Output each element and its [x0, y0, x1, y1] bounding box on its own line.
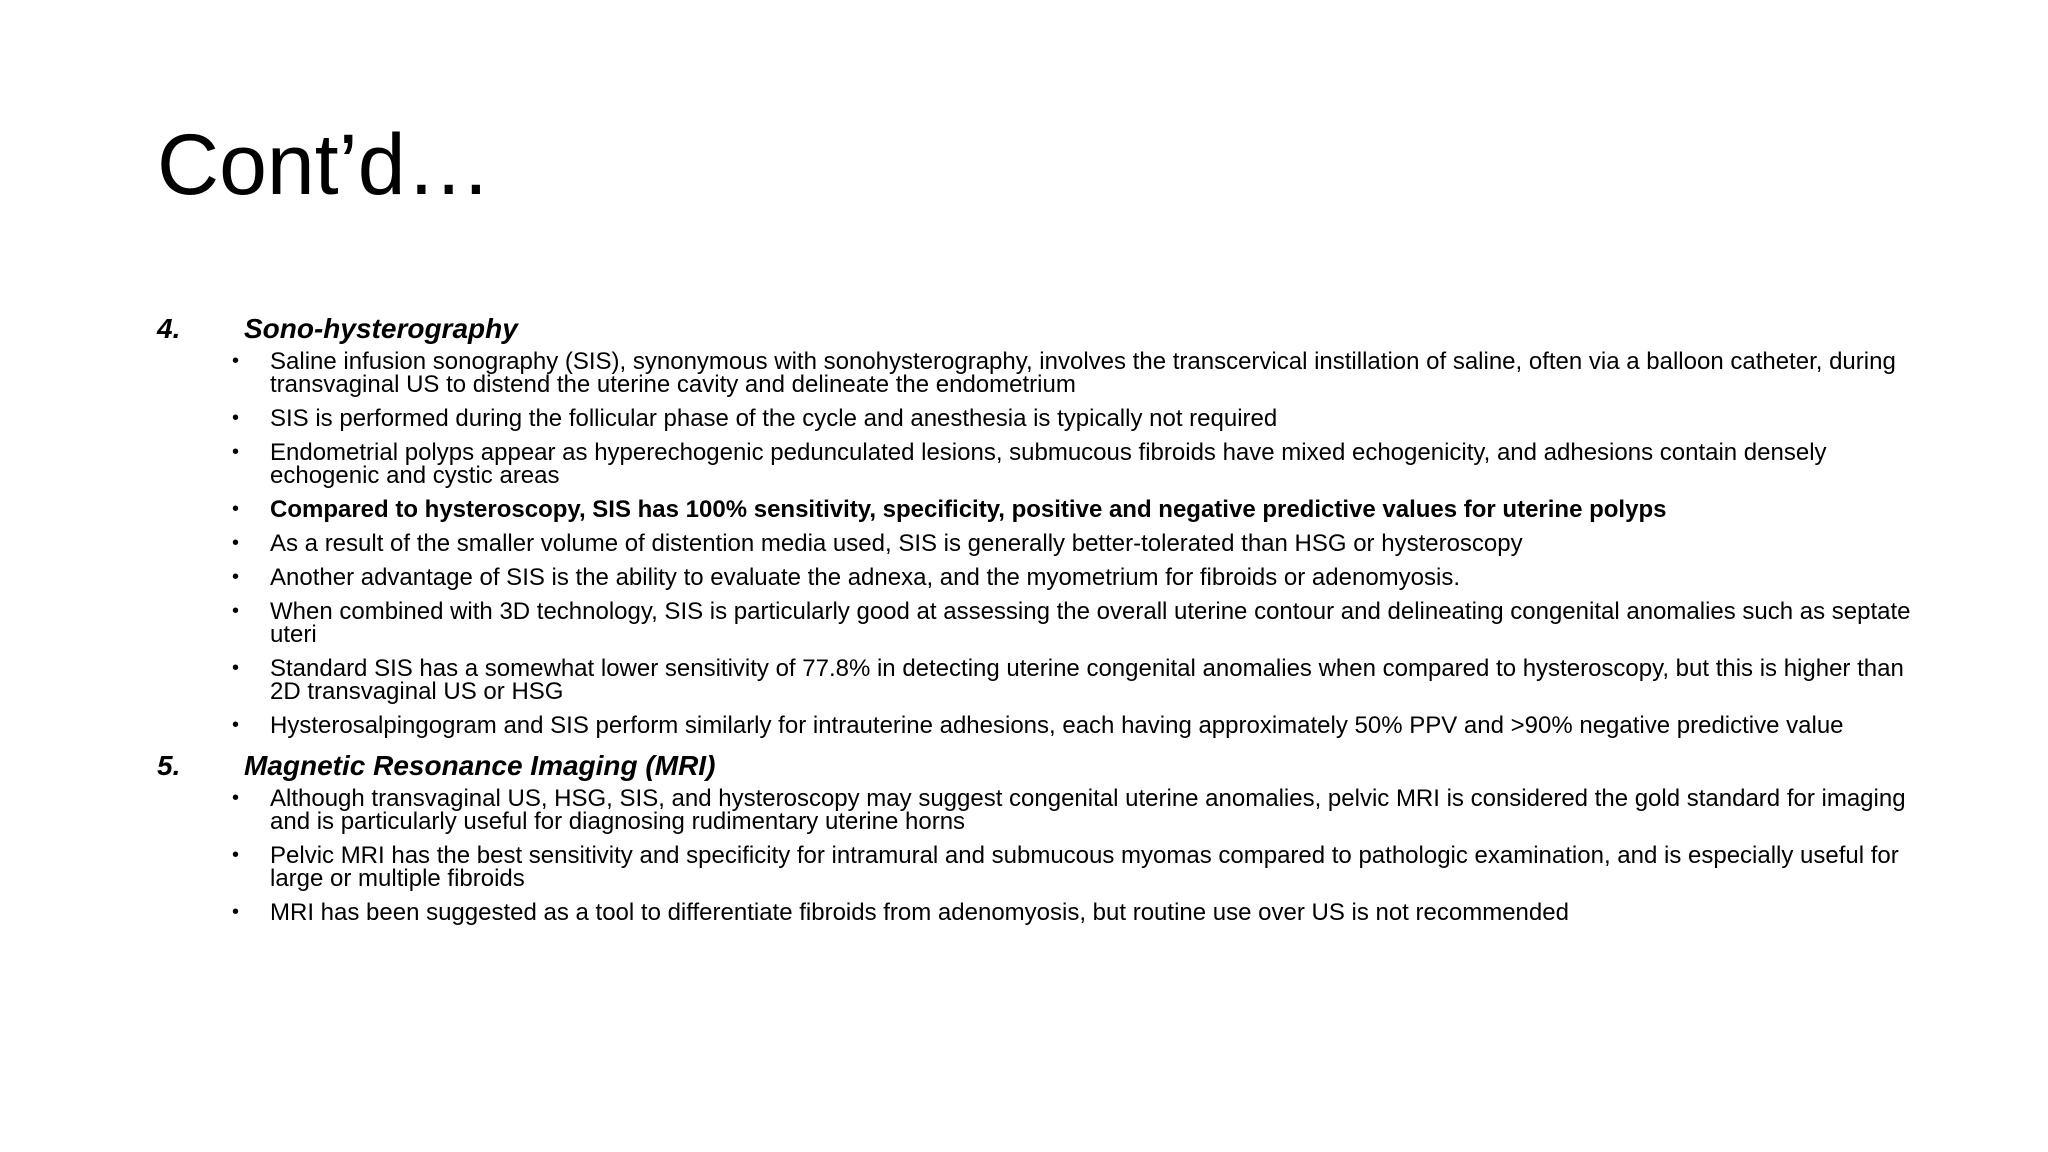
bullet-icon: •	[232, 901, 240, 923]
bullet-text-emphasis: Compared to hysteroscopy, SIS has 100% sensitivity, specificity, positive and negative predictive values for uterine polyps	[270, 496, 1667, 523]
bullet-icon: •	[232, 844, 240, 866]
list-item	[157, 714, 1917, 737]
bullet-text: When combined with 3D technology, SIS is particularly good at assessing the overall uterine contour and delineating congenital anomalies such as septate uteri	[270, 598, 1911, 648]
list-item	[157, 407, 1917, 430]
list-item	[157, 844, 1917, 890]
section-mri	[157, 749, 1917, 924]
bullet-text: Standard SIS has a somewhat lower sensitivity of 77.8% in detecting uterine congenital anomalies when compared to hysteroscopy, but this is higher than 2D transvaginal US or HSG	[270, 655, 1904, 705]
slide-content	[157, 312, 1917, 936]
bullet-list	[157, 787, 1917, 924]
bullet-icon: •	[232, 787, 240, 809]
list-item	[157, 657, 1917, 703]
section-heading	[157, 312, 1917, 346]
bullet-text: Hysterosalpingogram and SIS perform similarly for intrauterine adhesions, each having approximately 50% PPV and >90% negative predictive value	[270, 712, 1844, 739]
list-item	[157, 566, 1917, 589]
slide-title: Cont’d…	[157, 117, 492, 213]
bullet-text: SIS is performed during the follicular phase of the cycle and anesthesia is typically not required	[270, 405, 1278, 432]
bullet-icon: •	[232, 714, 240, 736]
bullet-text: Although transvaginal US, HSG, SIS, and hysteroscopy may suggest congenital uterine anomalies, pelvic MRI is considered the gold standard for imaging and is particularly useful for diagnosing rudimentary uterine horns	[270, 785, 1906, 835]
list-item	[157, 787, 1917, 833]
bullet-icon: •	[232, 407, 240, 429]
section-number: 5.	[157, 750, 181, 781]
bullet-icon: •	[232, 657, 240, 679]
bullet-icon: •	[232, 566, 240, 588]
bullet-icon: •	[232, 600, 240, 622]
bullet-text: Another advantage of SIS is the ability to evaluate the adnexa, and the myometrium for fibroids or adenomyosis.	[270, 564, 1461, 591]
section-sono-hysterography	[157, 312, 1917, 737]
list-item	[157, 498, 1917, 521]
section-heading	[157, 749, 1917, 783]
list-item	[157, 532, 1917, 555]
bullet-text: As a result of the smaller volume of distention media used, SIS is generally better-tolerated than HSG or hysteroscopy	[270, 530, 1523, 557]
section-number: 4.	[157, 313, 181, 344]
bullet-icon: •	[232, 441, 240, 463]
list-item	[157, 350, 1917, 396]
bullet-text: Saline infusion sonography (SIS), synonymous with sonohysterography, involves the transcervical instillation of saline, often via a balloon catheter, during transvaginal US to distend the uterine cavity and delineate the endometrium	[270, 348, 1896, 398]
bullet-text: MRI has been suggested as a tool to differentiate fibroids from adenomyosis, but routine use over US is not recommended	[270, 899, 1569, 926]
bullet-icon: •	[232, 498, 240, 520]
bullet-icon: •	[232, 532, 240, 554]
list-item	[157, 901, 1917, 924]
bullet-icon: •	[232, 350, 240, 372]
list-item	[157, 441, 1917, 487]
bullet-list	[157, 350, 1917, 737]
bullet-text: Endometrial polyps appear as hyperechogenic pedunculated lesions, submucous fibroids have mixed echogenicity, and adhesions contain densely echogenic and cystic areas	[270, 439, 1827, 489]
section-title: Magnetic Resonance Imaging (MRI)	[244, 750, 716, 781]
bullet-text: Pelvic MRI has the best sensitivity and specificity for intramural and submucous myomas compared to pathologic examination, and is especially useful for large or multiple fibroids	[270, 842, 1899, 892]
list-item	[157, 600, 1917, 646]
section-title: Sono-hysterography	[244, 313, 518, 344]
